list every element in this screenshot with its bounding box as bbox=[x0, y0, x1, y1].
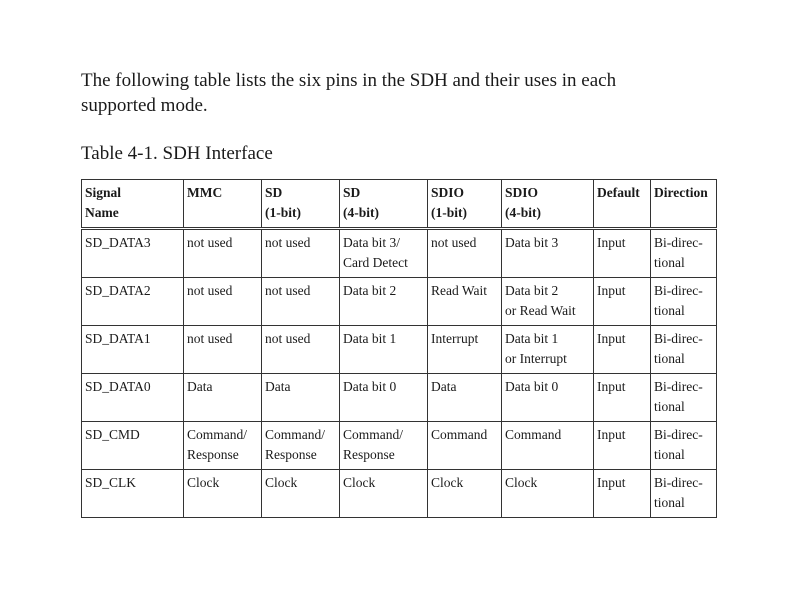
header-mmc-line-1: MMC bbox=[187, 185, 223, 200]
cell-signal-name bbox=[82, 374, 184, 422]
cell-sd-4bit bbox=[340, 470, 428, 518]
cell-sd-1bit-line-1: Data bbox=[265, 379, 291, 394]
cell-sdio-4bit bbox=[502, 470, 594, 518]
cell-direction-line-1: Bi-direc- bbox=[654, 379, 703, 394]
cell-signal-name-line-1: SD_DATA2 bbox=[85, 283, 151, 298]
cell-direction bbox=[651, 374, 717, 422]
cell-sd-4bit-line-2: Card Detect bbox=[343, 254, 408, 270]
cell-sdio-1bit bbox=[428, 422, 502, 470]
cell-default-line-1: Input bbox=[597, 283, 626, 298]
cell-mmc bbox=[184, 229, 262, 278]
sdh-interface-table bbox=[81, 179, 717, 518]
cell-signal-name bbox=[82, 422, 184, 470]
cell-signal-name bbox=[82, 278, 184, 326]
cell-default-line-1: Input bbox=[597, 235, 626, 250]
cell-default bbox=[594, 374, 651, 422]
cell-direction-line-2: tional bbox=[654, 254, 685, 270]
header-sd-4bit-line-1: SD bbox=[343, 185, 361, 200]
cell-signal-name bbox=[82, 326, 184, 374]
cell-sd-1bit bbox=[262, 470, 340, 518]
header-mmc bbox=[184, 180, 262, 229]
cell-default bbox=[594, 278, 651, 326]
header-sd-1bit bbox=[262, 180, 340, 229]
cell-sdio-4bit-line-1: Data bit 3 bbox=[505, 235, 559, 250]
cell-mmc-line-1: Data bbox=[187, 379, 213, 394]
cell-mmc-line-1: Clock bbox=[187, 475, 220, 490]
cell-sd-1bit bbox=[262, 229, 340, 278]
cell-mmc-line-1: not used bbox=[187, 331, 233, 346]
cell-sdio-4bit-line-1: Data bit 1 bbox=[505, 331, 559, 346]
cell-sd-1bit-line-1: not used bbox=[265, 283, 311, 298]
cell-sdio-4bit-line-2: or Read Wait bbox=[505, 302, 576, 318]
cell-mmc bbox=[184, 278, 262, 326]
cell-signal-name bbox=[82, 229, 184, 278]
cell-sdio-4bit bbox=[502, 422, 594, 470]
cell-direction-line-1: Bi-direc- bbox=[654, 331, 703, 346]
cell-sdio-1bit-line-1: not used bbox=[431, 235, 477, 250]
header-sd-1bit-line-2: (1-bit) bbox=[265, 204, 301, 220]
cell-default bbox=[594, 326, 651, 374]
header-sd-4bit-line-2: (4-bit) bbox=[343, 204, 379, 220]
header-signal-name-line-2: Name bbox=[85, 204, 119, 220]
cell-direction-line-2: tional bbox=[654, 494, 685, 510]
cell-mmc-line-2: Response bbox=[187, 446, 239, 462]
cell-sd-1bit bbox=[262, 326, 340, 374]
table-header bbox=[82, 180, 717, 229]
cell-sdio-1bit-line-1: Clock bbox=[431, 475, 464, 490]
intro-line-1: The following table lists the six pins in the SDH and their uses in each bbox=[81, 70, 617, 91]
cell-sd-4bit-line-1: Data bit 1 bbox=[343, 331, 397, 346]
cell-direction bbox=[651, 229, 717, 278]
cell-sd-4bit-line-1: Command/ bbox=[343, 427, 403, 442]
cell-sdio-1bit-line-1: Read Wait bbox=[431, 283, 488, 298]
cell-default bbox=[594, 229, 651, 278]
cell-sdio-1bit bbox=[428, 470, 502, 518]
table-row bbox=[82, 374, 717, 422]
cell-sd-4bit-line-1: Clock bbox=[343, 475, 376, 490]
cell-sdio-4bit-line-1: Clock bbox=[505, 475, 538, 490]
cell-sd-4bit bbox=[340, 229, 428, 278]
cell-signal-name-line-1: SD_CLK bbox=[85, 475, 137, 490]
cell-sd-1bit-line-1: Command/ bbox=[265, 427, 325, 442]
cell-direction bbox=[651, 422, 717, 470]
cell-signal-name-line-1: SD_DATA3 bbox=[85, 235, 151, 250]
cell-default-line-1: Input bbox=[597, 331, 626, 346]
cell-sdio-4bit bbox=[502, 278, 594, 326]
header-signal-name-line-1: Signal bbox=[85, 185, 122, 200]
header-signal-name bbox=[82, 180, 184, 229]
cell-sdio-1bit-line-1: Data bbox=[431, 379, 457, 394]
cell-signal-name bbox=[82, 470, 184, 518]
header-direction bbox=[651, 180, 717, 229]
cell-default bbox=[594, 470, 651, 518]
header-default-line-1: Default bbox=[597, 185, 640, 200]
header-sdio-4bit-line-2: (4-bit) bbox=[505, 204, 541, 220]
cell-sd-4bit-line-1: Data bit 0 bbox=[343, 379, 397, 394]
intro-line-2: supported mode. bbox=[81, 95, 208, 116]
header-direction-line-1: Direction bbox=[654, 185, 708, 200]
cell-direction-line-1: Bi-direc- bbox=[654, 427, 703, 442]
cell-mmc bbox=[184, 470, 262, 518]
cell-sd-4bit bbox=[340, 278, 428, 326]
cell-sd-4bit-line-2: Response bbox=[343, 446, 395, 462]
table-row bbox=[82, 278, 717, 326]
cell-sdio-1bit-line-1: Command bbox=[431, 427, 488, 442]
header-sdio-1bit-line-1: SDIO bbox=[431, 185, 465, 200]
cell-sd-4bit bbox=[340, 374, 428, 422]
cell-signal-name-line-1: SD_DATA1 bbox=[85, 331, 151, 346]
cell-default-line-1: Input bbox=[597, 475, 626, 490]
cell-mmc-line-1: not used bbox=[187, 283, 233, 298]
cell-mmc-line-1: Command/ bbox=[187, 427, 247, 442]
cell-sdio-4bit-line-2: or Interrupt bbox=[505, 350, 567, 366]
cell-direction-line-1: Bi-direc- bbox=[654, 283, 703, 298]
cell-sdio-4bit-line-1: Command bbox=[505, 427, 562, 442]
cell-sd-4bit bbox=[340, 422, 428, 470]
header-row bbox=[82, 180, 717, 229]
cell-sdio-4bit-line-1: Data bit 0 bbox=[505, 379, 559, 394]
cell-sd-1bit bbox=[262, 278, 340, 326]
cell-sdio-1bit-line-1: Interrupt bbox=[431, 331, 479, 346]
header-default bbox=[594, 180, 651, 229]
cell-direction bbox=[651, 326, 717, 374]
cell-sdio-4bit bbox=[502, 229, 594, 278]
cell-sdio-1bit bbox=[428, 229, 502, 278]
cell-direction bbox=[651, 470, 717, 518]
cell-sdio-4bit bbox=[502, 326, 594, 374]
header-sd-1bit-line-1: SD bbox=[265, 185, 283, 200]
cell-sd-1bit-line-1: Clock bbox=[265, 475, 298, 490]
cell-sdio-4bit-line-1: Data bit 2 bbox=[505, 283, 559, 298]
cell-sd-1bit-line-2: Response bbox=[265, 446, 317, 462]
cell-sdio-1bit bbox=[428, 374, 502, 422]
cell-sdio-1bit bbox=[428, 326, 502, 374]
cell-default bbox=[594, 422, 651, 470]
header-sdio-4bit-line-1: SDIO bbox=[505, 185, 539, 200]
cell-sdio-4bit bbox=[502, 374, 594, 422]
table-caption: Table 4-1. SDH Interface bbox=[81, 143, 273, 164]
cell-mmc bbox=[184, 326, 262, 374]
cell-default-line-1: Input bbox=[597, 379, 626, 394]
cell-sd-4bit-line-1: Data bit 3/ bbox=[343, 235, 400, 250]
cell-mmc-line-1: not used bbox=[187, 235, 233, 250]
intro-paragraph bbox=[81, 68, 721, 118]
cell-direction bbox=[651, 278, 717, 326]
cell-sd-1bit bbox=[262, 374, 340, 422]
table-row bbox=[82, 229, 717, 278]
header-sd-4bit bbox=[340, 180, 428, 229]
cell-sdio-1bit bbox=[428, 278, 502, 326]
table-body bbox=[82, 229, 717, 518]
table-row bbox=[82, 470, 717, 518]
cell-direction-line-2: tional bbox=[654, 350, 685, 366]
cell-mmc bbox=[184, 422, 262, 470]
cell-signal-name-line-1: SD_CMD bbox=[85, 427, 140, 442]
cell-direction-line-1: Bi-direc- bbox=[654, 235, 703, 250]
header-sdio-1bit-line-2: (1-bit) bbox=[431, 204, 467, 220]
cell-sd-1bit-line-1: not used bbox=[265, 331, 311, 346]
cell-direction-line-2: tional bbox=[654, 302, 685, 318]
cell-mmc bbox=[184, 374, 262, 422]
cell-direction-line-2: tional bbox=[654, 446, 685, 462]
cell-sd-1bit bbox=[262, 422, 340, 470]
table-row bbox=[82, 326, 717, 374]
header-sdio-1bit bbox=[428, 180, 502, 229]
cell-signal-name-line-1: SD_DATA0 bbox=[85, 379, 151, 394]
cell-sd-1bit-line-1: not used bbox=[265, 235, 311, 250]
cell-sd-4bit-line-1: Data bit 2 bbox=[343, 283, 397, 298]
table-row bbox=[82, 422, 717, 470]
cell-sd-4bit bbox=[340, 326, 428, 374]
cell-default-line-1: Input bbox=[597, 427, 626, 442]
header-sdio-4bit bbox=[502, 180, 594, 229]
cell-direction-line-2: tional bbox=[654, 398, 685, 414]
cell-direction-line-1: Bi-direc- bbox=[654, 475, 703, 490]
